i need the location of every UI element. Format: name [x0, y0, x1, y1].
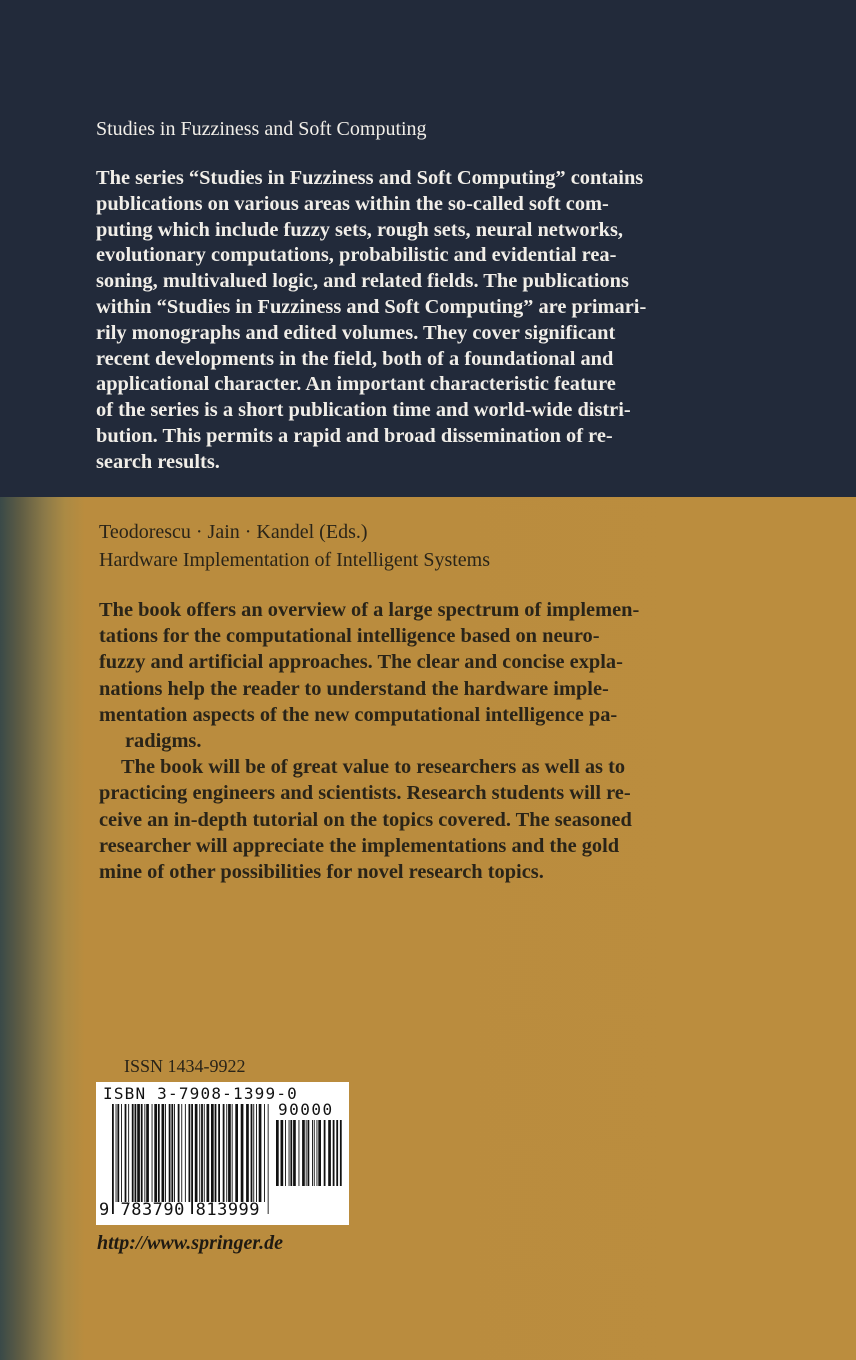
barcode-bar: [281, 1120, 284, 1186]
barcode-bar: [306, 1120, 307, 1186]
barcode-bar: [144, 1104, 145, 1202]
series-description-line: publications on various areas within the so-called soft com-: [96, 192, 609, 215]
barcode-bar: [137, 1104, 140, 1202]
book-description-line: ceive an in-depth tutorial on the topics covered. The seasoned: [99, 808, 632, 831]
ean-digits: 9 783790 813999: [99, 1200, 261, 1220]
book-description-line: fuzzy and artificial approaches. The clear and concise expla-: [99, 651, 623, 674]
barcode-bar: [189, 1104, 191, 1202]
book-description-line: radigms.: [125, 730, 202, 753]
barcode-bar: [158, 1104, 160, 1202]
barcode-bar: [317, 1120, 318, 1186]
barcode-bar: [178, 1104, 180, 1202]
barcode-bar: [256, 1104, 257, 1202]
barcode-bar: [264, 1104, 265, 1202]
publisher-url[interactable]: http://www.springer.de: [97, 1232, 283, 1254]
series-description-line: The series “Studies in Fuzziness and Soft Computing” contains: [96, 167, 644, 189]
barcode-bar: [117, 1104, 119, 1202]
book-description-line: mentation aspects of the new computational intelligence pa-: [99, 703, 618, 726]
barcode-bar: [195, 1104, 198, 1202]
series-title: Studies in Fuzziness and Soft Computing: [96, 118, 427, 140]
barcode-addon-bars: [276, 1120, 342, 1198]
barcode-bar: [333, 1120, 335, 1186]
barcode-bar: [211, 1104, 214, 1202]
barcode-bar: [312, 1120, 313, 1186]
barcode-bar: [207, 1104, 210, 1202]
barcode-bar: [169, 1104, 171, 1202]
barcode-bar: [141, 1104, 143, 1202]
barcode-bar: [285, 1120, 286, 1186]
book-title: Hardware Implementation of Intelligent Systems: [99, 549, 491, 571]
book-description-line: The book will be of great value to researchers as well as to: [121, 756, 626, 779]
book-description-line: The book offers an overview of a large spectrum of implemen-: [99, 599, 640, 621]
barcode-bar: [152, 1104, 153, 1202]
barcode-bar: [125, 1104, 127, 1202]
barcode-bar: [253, 1104, 254, 1202]
barcode-bar: [171, 1104, 173, 1202]
barcode-bar: [324, 1120, 326, 1186]
barcode-bar: [228, 1104, 231, 1202]
series-description-line: search results.: [96, 450, 220, 473]
book-description: [99, 597, 689, 885]
barcode-bar: [259, 1104, 262, 1202]
barcode-bar: [132, 1104, 134, 1202]
series-description-line: of the series is a short publication time and world-wide distri-: [96, 399, 631, 422]
book-description-line: researcher will appreciate the implementations and the gold: [99, 834, 620, 857]
barcode-bar: [308, 1120, 310, 1186]
barcode-bar: [191, 1104, 193, 1214]
barcode-bar: [128, 1104, 129, 1202]
issn-label: ISSN 1434-9922: [124, 1056, 246, 1076]
barcode-bar: [226, 1104, 227, 1202]
series-description-line: recent developments in the field, both of a foundational and: [96, 347, 614, 370]
series-description: [96, 166, 696, 476]
barcode-bar: [232, 1104, 233, 1202]
barcode-bar: [135, 1104, 137, 1202]
barcode-bar: [340, 1120, 342, 1186]
series-description-line: soning, multivalued logic, and related fields. The publications: [96, 270, 629, 293]
barcode-bar: [204, 1104, 205, 1202]
barcode-bar: [146, 1104, 149, 1202]
barcode-bar: [181, 1104, 182, 1202]
barcode-bar: [314, 1120, 315, 1186]
barcode-bar: [290, 1120, 292, 1186]
series-description-line: puting which include fuzzy sets, rough sets, neural networks,: [96, 218, 623, 241]
barcode-bar: [199, 1104, 200, 1202]
barcode-bar: [185, 1104, 186, 1202]
book-editors: Teodorescu · Jain · Kandel (Eds.): [99, 521, 368, 543]
series-description-line: rily monographs and edited volumes. They cover significant: [96, 321, 616, 344]
barcode-bar: [223, 1104, 225, 1202]
barcode-bar: [116, 1104, 117, 1202]
barcode-bar: [241, 1104, 244, 1202]
barcode-bar: [215, 1104, 217, 1202]
barcode-bar: [201, 1104, 203, 1202]
barcode-bar: [112, 1104, 114, 1214]
isbn-barcode: [96, 1082, 349, 1225]
barcode-main-bars: [112, 1104, 270, 1214]
series-description-line: applicational character. An important characteristic feature: [96, 373, 616, 396]
barcode-bar: [328, 1120, 331, 1186]
barcode-bar: [293, 1120, 296, 1186]
barcode-bar: [218, 1104, 220, 1202]
book-description-line: nations help the reader to understand the hardware imple-: [99, 677, 609, 700]
book-description-line: practicing engineers and scientists. Research students will re-: [99, 782, 631, 805]
barcode-bar: [165, 1104, 166, 1202]
barcode-bar: [162, 1104, 165, 1202]
book-description-line: tations for the computational intelligence based on neuro-: [99, 625, 600, 648]
isbn-label: ISBN 3-7908-1399-0: [103, 1084, 298, 1103]
book-description-line: mine of other possibilities for novel research topics.: [99, 861, 544, 884]
series-description-line: bution. This permits a rapid and broad dissemination of re-: [96, 424, 613, 447]
series-panel: [0, 0, 856, 497]
series-description-line: evolutionary computations, probabilistic and evidential rea-: [96, 244, 617, 267]
barcode-bar: [174, 1104, 175, 1202]
barcode-bar: [246, 1104, 249, 1202]
barcode-bar: [268, 1104, 269, 1214]
barcode-bar: [318, 1120, 321, 1186]
barcode-bar: [251, 1104, 253, 1202]
barcode-addon-number: 90000: [278, 1100, 334, 1119]
barcode-bar: [302, 1120, 305, 1186]
barcode-bar: [235, 1104, 238, 1202]
barcode-bar: [121, 1104, 122, 1202]
series-description-line: within “Studies in Fuzziness and Soft Computing” are primari-: [96, 295, 647, 318]
barcode-bar: [336, 1120, 338, 1186]
barcode-bar: [276, 1120, 279, 1186]
barcode-bar: [299, 1120, 300, 1186]
barcode-bar: [154, 1104, 157, 1202]
barcode-bar: [289, 1120, 290, 1186]
